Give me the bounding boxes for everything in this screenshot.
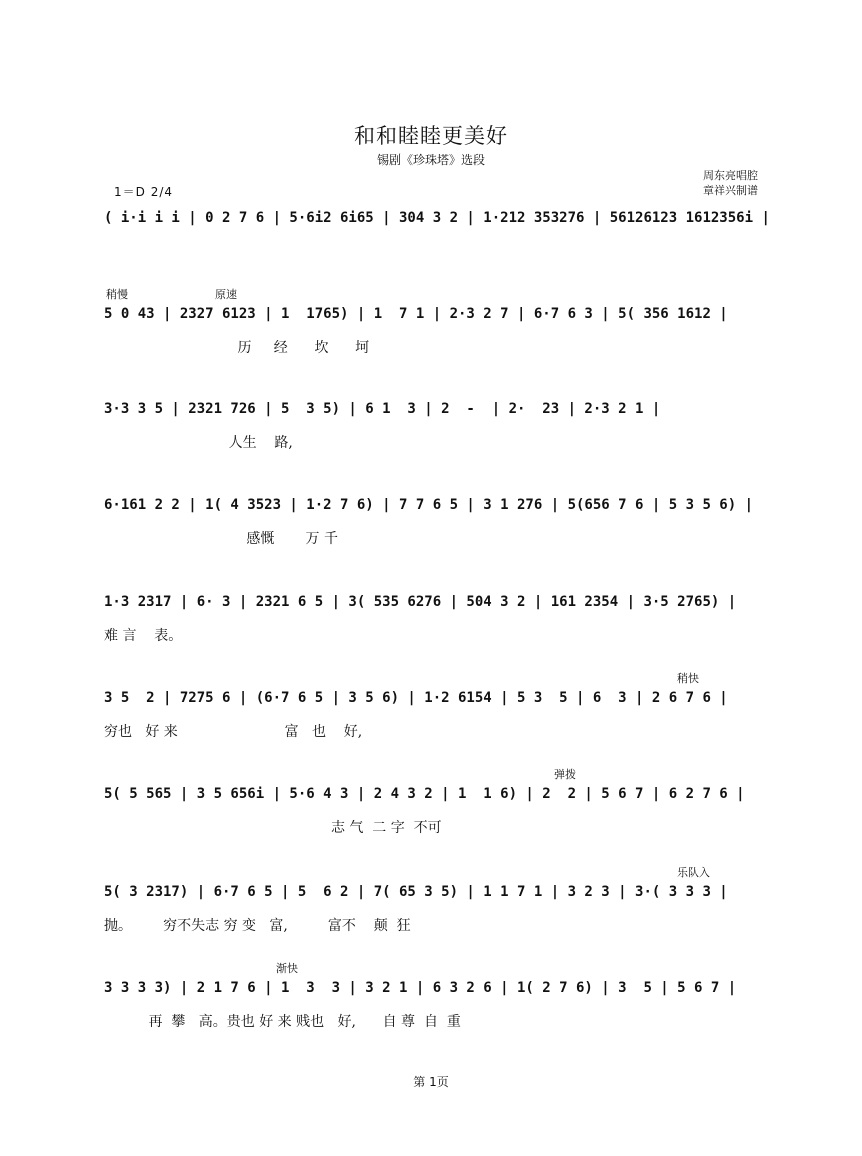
tempo-mark: 原速	[215, 288, 237, 301]
lyrics-line: 感慨 万 千	[104, 531, 339, 547]
notation-line: 5( 5 565 | 3 5 656i | 5·6 4 3 | 2 4 3 2 | 1 1 6) | 2 2 | 5 6 7 | 6 2 7 6 |	[104, 786, 745, 802]
staff-line	[0, 497, 862, 577]
credit-singer: 周东亮唱腔	[703, 169, 758, 182]
lyrics-line: 人生 路,	[104, 435, 293, 451]
staff-line	[0, 288, 862, 386]
tempo-mark: 乐队入	[677, 866, 710, 879]
notation-line: 5 0 43 | 2327 6123 | 1 1765) | 1 7 1 | 2·3 2 7 | 6·7 6 3 | 5( 356 1612 |	[104, 306, 728, 322]
lyrics-line: 志 气 二 字 不可	[104, 820, 442, 836]
lyrics-line: 穷也 好 来 富 也 好,	[104, 724, 363, 740]
page-number: 第 1页	[413, 1075, 449, 1089]
staff-line	[0, 962, 862, 1060]
tempo-mark: 稍慢	[106, 288, 128, 301]
song-title: 和和睦睦更美好	[354, 124, 508, 148]
lyrics-line: 历 经 坎 坷	[104, 340, 370, 356]
tempo-mark: 稍快	[677, 672, 699, 685]
staff-line	[0, 866, 862, 964]
notation-line: 6·161 2 2 | 1( 4 3523 | 1·2 7 6) | 7 7 6 5 | 3 1 276 | 5(656 7 6 | 5 3 5 6) |	[104, 497, 754, 513]
staff-line	[0, 594, 862, 674]
staff-line	[0, 672, 862, 770]
lyrics-line: 再 攀 高。贵也 好 来 贱也 好, 自 尊 自 重	[104, 1014, 461, 1030]
notation-line: 3 5 2 | 7275 6 | (6·7 6 5 | 3 5 6) | 1·2 6154 | 5 3 5 | 6 3 | 2 6 7 6 |	[104, 690, 728, 706]
song-subtitle: 锡剧《珍珠塔》选段	[376, 153, 485, 167]
notation-line: 1·3 2317 | 6· 3 | 2321 6 5 | 3( 535 6276 | 504 3 2 | 161 2354 | 3·5 2765) |	[104, 594, 737, 610]
key-signature: 1＝D 2/4	[114, 185, 174, 199]
lyrics-line: 难 言 表。	[104, 628, 183, 644]
tempo-mark: 渐快	[276, 962, 298, 975]
notation-line: 3 3 3 3) | 2 1 7 6 | 1 3 3 | 3 2 1 | 6 3 2 6 | 1( 2 7 6) | 3 5 | 5 6 7 |	[104, 980, 737, 996]
lyrics-line: 抛。 穷不失志 穷 变 富, 富不 颠 狂	[104, 918, 411, 934]
notation-line: 3·3 3 5 | 2321 726 | 5 3 5) | 6 1 3 | 2 - | 2· 23 | 2·3 2 1 |	[104, 401, 661, 417]
staff-line	[0, 401, 862, 481]
notation-line: 5( 3 2317) | 6·7 6 5 | 5 6 2 | 7( 65 3 5) | 1 1 7 1 | 3 2 3 | 3·( 3 3 3 |	[104, 884, 728, 900]
notation-line: ( i·i i i | 0 2 7 6 | 5·6i2 6i65 | 304 3 2 | 1·212 353276 | 56126123 1612356i |	[104, 210, 770, 226]
credit-arranger: 章祥兴制谱	[703, 184, 758, 197]
staff-line	[0, 768, 862, 866]
staff-line	[0, 210, 862, 290]
tempo-mark: 弹拨	[554, 768, 576, 781]
